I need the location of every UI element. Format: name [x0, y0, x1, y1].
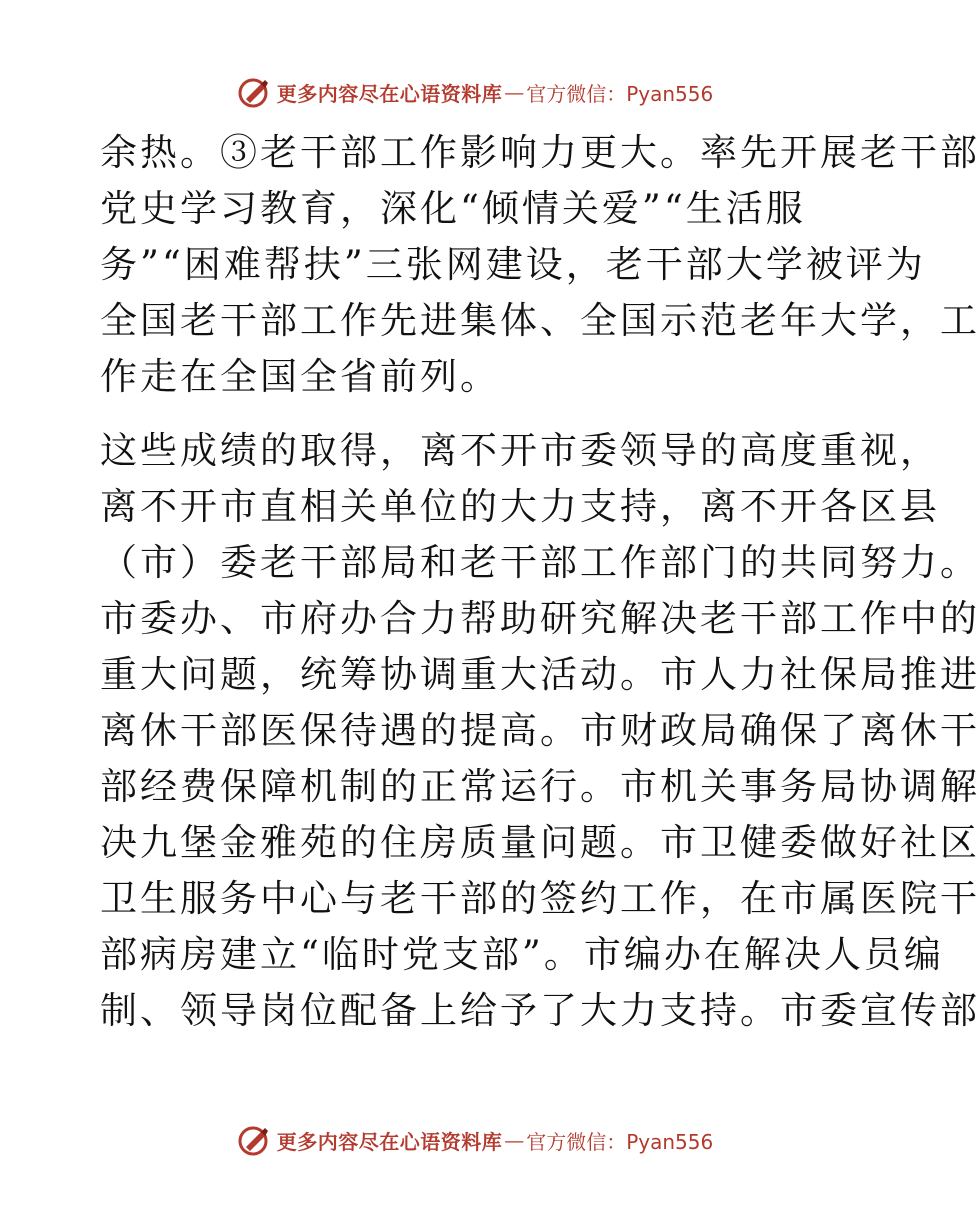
text-line: 全国老干部工作先进集体、全国示范老年大学，工 — [100, 299, 980, 342]
text-line: 离休干部医保待遇的提高。市财政局确保了离休干 — [100, 709, 980, 752]
banner-wechat: 官方微信：Pyan556 — [526, 1129, 714, 1154]
pen-logo-icon — [237, 75, 271, 109]
text-line: 作走在全国全省前列。 — [100, 355, 500, 398]
paragraph — [100, 423, 980, 1039]
text-line: 部经费保障机制的正常运行。市机关事务局协调解 — [100, 765, 980, 808]
paragraph-gap — [100, 405, 860, 423]
text-line: （市）委老干部局和老干部工作部门的共同努力。 — [100, 541, 980, 584]
text-line: 党史学习教育，深化“倾情关爱”“生活服 — [100, 187, 806, 230]
text-line: 部病房建立“临时党支部”。市编办在解决人员编 — [100, 933, 944, 976]
footer-banner — [0, 1120, 950, 1160]
document-body — [100, 125, 980, 1039]
banner-separator: — — [504, 1128, 525, 1152]
text-line: 卫生服务中心与老干部的签约工作，在市属医院干 — [100, 877, 980, 920]
banner-separator: — — [504, 80, 525, 104]
text-line: 这些成绩的取得，离不开市委领导的高度重视， — [100, 429, 940, 472]
header-banner — [0, 72, 950, 112]
text-line: 市委办、市府办合力帮助研究解决老干部工作中的 — [100, 597, 980, 640]
text-line: 余热。③老干部工作影响力更大。率先开展老干部 — [100, 131, 980, 174]
text-line: 离不开市直相关单位的大力支持，离不开各区县 — [100, 485, 940, 528]
banner-wechat: 官方微信：Pyan556 — [526, 81, 714, 106]
text-line: 重大问题，统筹协调重大活动。市人力社保局推进 — [100, 653, 980, 696]
paragraph — [100, 125, 980, 405]
pen-logo-icon — [237, 1123, 271, 1157]
banner-title: 更多内容尽在心语资料库 — [276, 1129, 503, 1154]
text-line: 制、领导岗位配备上给予了大力支持。市委宣传部 — [100, 989, 980, 1032]
text-line: 务”“困难帮扶”三张网建设，老干部大学被评为 — [100, 243, 926, 286]
text-line: 决九堡金雅苑的住房质量问题。市卫健委做好社区 — [100, 821, 980, 864]
banner-title: 更多内容尽在心语资料库 — [276, 81, 503, 106]
